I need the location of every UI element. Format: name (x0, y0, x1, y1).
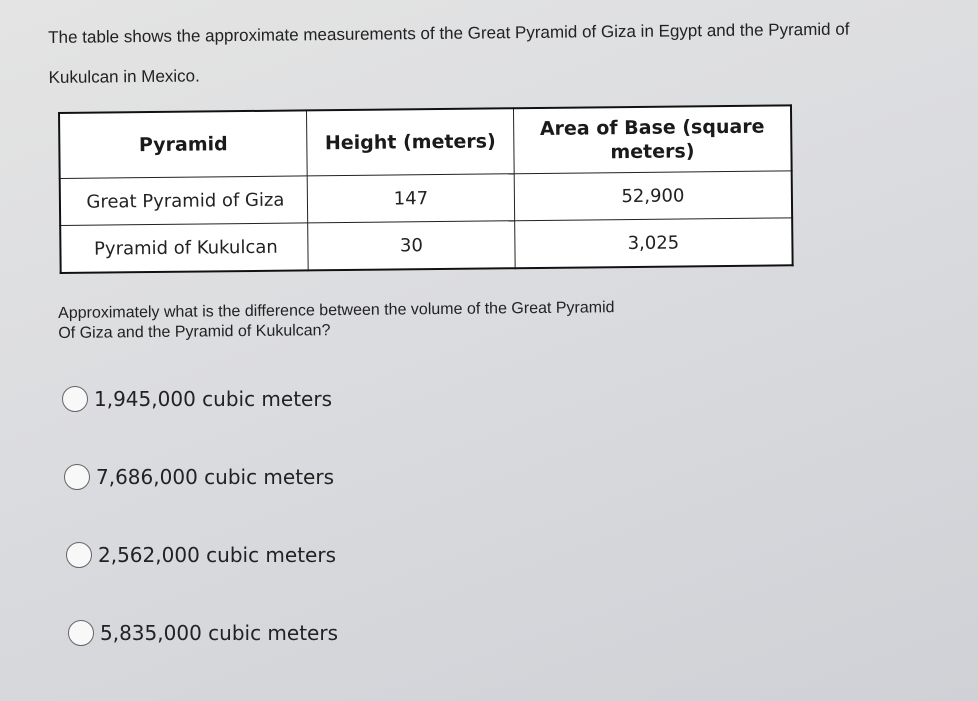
table-row (60, 171, 792, 226)
header-area: Area of Base (square meters) (513, 105, 791, 173)
radio-button-icon[interactable] (64, 464, 90, 490)
answer-option-label: 2,562,000 cubic meters (98, 543, 336, 567)
intro-line-2: Kukulcan in Mexico. (48, 66, 200, 87)
question-text (58, 297, 758, 344)
answer-option-label: 7,686,000 cubic meters (96, 465, 334, 489)
header-pyramid: Pyramid (59, 110, 307, 178)
answer-option-3[interactable] (66, 542, 336, 568)
answer-option-label: 1,945,000 cubic meters (94, 387, 332, 411)
cell-height: 30 (308, 221, 515, 271)
answer-option-4[interactable] (68, 620, 338, 646)
radio-button-icon[interactable] (68, 620, 94, 646)
intro-text (48, 8, 969, 98)
answer-option-2[interactable] (64, 464, 334, 490)
radio-button-icon[interactable] (66, 542, 92, 568)
measurements-table-wrapper (58, 104, 794, 274)
question-line-1: Approximately what is the difference between the volume of the Great Pyramid (58, 299, 615, 322)
radio-button-icon[interactable] (62, 386, 88, 412)
answer-option-label: 5,835,000 cubic meters (100, 621, 338, 645)
cell-area: 3,025 (515, 218, 793, 268)
cell-area: 52,900 (514, 171, 792, 221)
measurements-table (58, 104, 794, 274)
table-row (60, 218, 792, 273)
cell-pyramid-name: Pyramid of Kukulcan (60, 223, 308, 273)
question-line-2: Of Giza and the Pyramid of Kukulcan? (58, 322, 331, 342)
intro-line-1: The table shows the approximate measurements of the Great Pyramid of Giza in Egypt and the Pyramid of (48, 19, 850, 47)
table-header-row (59, 105, 792, 178)
cell-pyramid-name: Great Pyramid of Giza (60, 176, 308, 226)
answer-option-1[interactable] (62, 386, 332, 412)
header-height: Height (meters) (306, 108, 514, 176)
cell-height: 147 (307, 174, 514, 223)
